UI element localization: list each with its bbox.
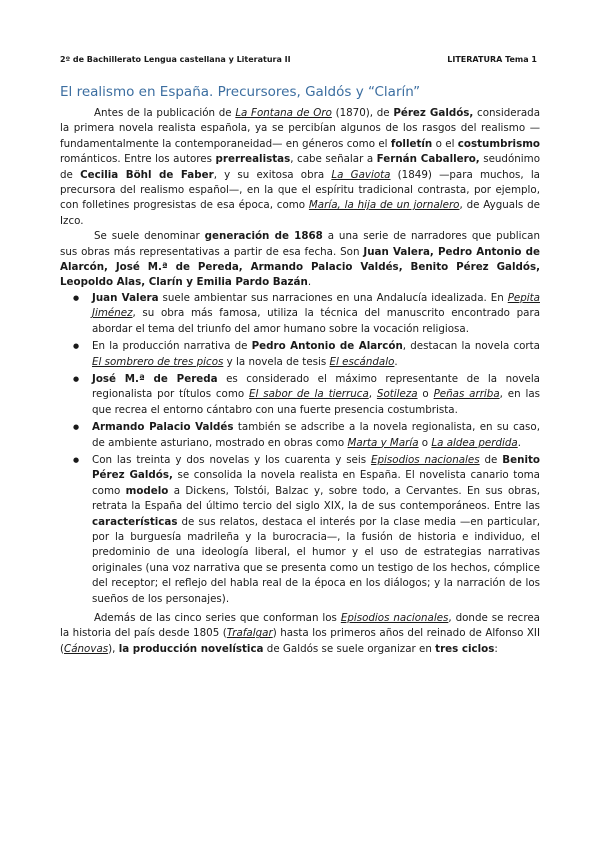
work-title[interactable]: Sotileza [376, 388, 418, 401]
work-title[interactable]: Episodios nacionales [371, 453, 480, 466]
work-title[interactable]: Trafalgar [226, 627, 273, 640]
work-title[interactable]: La aldea perdida [431, 436, 518, 449]
work-title[interactable]: Pepita Jiménez [92, 291, 540, 320]
course-label: 2º de Bachillerato Lengua castellana y Literatura II [60, 55, 291, 64]
work-title[interactable]: María, la hija de un jornalero [308, 199, 460, 212]
work-title[interactable]: La Fontana de Oro [235, 107, 332, 119]
work-title[interactable]: El sabor de la tierruca [249, 388, 369, 401]
paragraph-generation-1868: Se suele denominar generación de 1868 a una serie de narradores que publican sus obras más representativas a partir de esa fecha. Son Juan Valera, Pedro Antonio de Alarcón, José M.ª de Pereda, Armando Palacio Valdés, Benito Pérez Galdós, Leopoldo Alas, Clarín y Emilia Pardo Bazán. [60, 230, 540, 289]
work-title[interactable]: El sombrero de tres picos [92, 355, 224, 368]
page-header [60, 55, 537, 67]
work-title[interactable]: Episodios nacionales [340, 612, 449, 624]
work-title[interactable]: Peñas arriba [433, 388, 500, 401]
paragraph-galdos-cycles: Además de las cinco series que conforman los Episodios nacionales, donde se recrea la historia del país desde 1805 (Trafalgar) hasta los primeros años del reinado de Alfonso XII (Cánovas), la producción novelística de Galdós se suele organizar en tres ciclos: [60, 612, 541, 655]
work-title[interactable]: Marta y María [347, 436, 419, 449]
list-item-valera: ● Juan Valera suele ambientar sus narraciones en una Andalucía idealizada. En Pepita Jiménez, su obra más famosa, utiliza la técnica del manuscrito encontrado para abordar el tema del triunfo del amor humano sobre la vocación religiosa. [60, 291, 540, 337]
list-item-pereda: ● José M.ª de Pereda es considerado el máximo representante de la novela regionalista por títulos como El sabor de la tierruca, Sotileza o Peñas arriba, en las que recrea el entorno cántabro con una fuerte presencia costumbrista. [60, 372, 540, 418]
list-item-galdos: ● Con las treinta y dos novelas y los cuarenta y seis Episodios nacionales de Benito Pérez Galdós, se consolida la novela realista en España. El novelista canario toma como modelo a Dickens, Tolstói, Balzac y, sobre todo, a Cervantes. En sus obras, retrata la España del último tercio del siglo XIX, la de sus contemporáneos. Entre las características de sus relatos, destaca el interés por la clase media —en particular, por la burguesía madrileña y la burocracia—, la fusión de historia e individuo, el predominio de una ideología liberal, el humor y el uso de estrategias narrativas originales (una voz narrativa que se presenta como un testigo de los hechos, cómplice del receptor; el reflejo del habla real de la época en los diálogos; y la narración de los sueños de los personajes). [60, 453, 540, 607]
list-item-alarcon: ● En la producción narrativa de Pedro Antonio de Alarcón, destacan la novela corta El sombrero de tres picos y la novela de tesis El escándalo. [60, 339, 540, 370]
work-title[interactable]: El escándalo [329, 355, 395, 368]
work-title[interactable]: La Gaviota [331, 168, 391, 181]
document-body [60, 106, 540, 657]
authors-list [60, 291, 540, 607]
work-title[interactable]: Cánovas [64, 642, 109, 655]
topic-label: LITERATURA Tema 1 [447, 55, 537, 64]
page-title: El realismo en España. Precursores, Galdós y “Clarín” [60, 84, 421, 100]
paragraph-precursors: Antes de la publicación de La Fontana de Oro (1870), de Pérez Galdós, considerada la primera novela realista española, ya se percibían algunos de los rasgos del realismo —fundamentalmente la contemporaneidad— en géneros como el folletín o el costumbrismo románticos. Entre los autores prerrealistas, cabe señalar a Fernán Caballero, seudónimo de Cecilia Böhl de Faber, y su exitosa obra La Gaviota (1849) —para muchos, la precursora del realismo español—, en la que el espíritu tradicional contrasta, por ejemplo, con folletines progresistas de esa época, como María, la hija de un jornalero, de Ayguals de Izco. [60, 107, 541, 227]
list-item-palacio-valdes: ● Armando Palacio Valdés también se adscribe a la novela regionalista, en su caso, de ambiente asturiano, mostrado en obras como Marta y María o La aldea perdida. [60, 420, 540, 451]
